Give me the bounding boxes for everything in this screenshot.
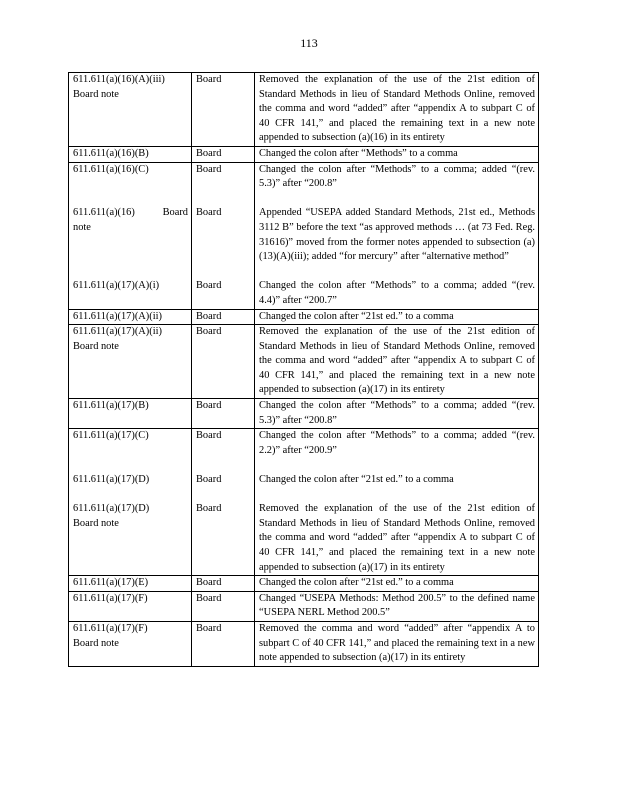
section-line (73, 206, 188, 221)
table-row (69, 399, 539, 429)
source-label: Board (196, 592, 222, 604)
source-cell (192, 399, 255, 429)
change-description: Changed the colon after “Methods” to a comma (259, 147, 458, 159)
change-description: Changed the colon after “21st ed.” to a comma (259, 474, 454, 486)
entry-spacer (259, 488, 535, 503)
section-id: 611.611(a)(17)(A)(ii) (73, 326, 162, 338)
entry-spacer (259, 192, 535, 207)
section-entry (73, 147, 188, 162)
section-id: 611.611(a)(17)(D) (73, 503, 150, 515)
source-label: Board (196, 400, 222, 412)
source-cell (192, 162, 255, 309)
section-id: 611.611(a)(16) (73, 207, 135, 219)
source-cell (192, 576, 255, 592)
entry-spacer (73, 265, 188, 280)
entry-spacer (196, 265, 251, 280)
section-cell (69, 73, 192, 147)
section-cell (69, 309, 192, 325)
source-label: Board (196, 622, 222, 634)
section-id: 611.611(a)(17)(F) (73, 622, 148, 634)
source-cell (192, 429, 255, 576)
source-label: Board (196, 280, 222, 292)
section-note-label: Board note (73, 517, 119, 529)
section-entry (73, 279, 188, 294)
section-cell (69, 621, 192, 666)
source-label: Board (196, 326, 222, 338)
section-cell (69, 591, 192, 621)
section-entry (73, 576, 188, 591)
change-description: Removed the comma and word “added” after “appendix A to subpart C of 40 CFR 141,” and placed the remaining text in a new note appended to subsection (a)(17) in its entirety (259, 622, 535, 664)
section-entry (73, 622, 188, 651)
table-row (69, 162, 539, 309)
section-entry (73, 163, 188, 192)
change-cell (255, 429, 539, 576)
source-label: Board (196, 207, 222, 219)
table-row (69, 429, 539, 576)
entry-spacer (196, 192, 251, 207)
entry-spacer (196, 488, 251, 503)
section-id: 611.611(a)(17)(E) (73, 577, 149, 589)
section-cell (69, 146, 192, 162)
source-cell (192, 621, 255, 666)
section-note-label: Board note (73, 88, 119, 100)
section-id: 611.611(a)(17)(C) (73, 430, 149, 442)
section-note-label: Board note (73, 637, 119, 649)
change-description: Changed the colon after “Methods” to a comma; added “(rev. 5.3)” after “200.8” (259, 163, 535, 190)
table-row (69, 325, 539, 399)
section-entry (73, 502, 188, 531)
change-description: Changed the colon after “21st ed.” to a comma (259, 577, 454, 589)
source-label: Board (196, 474, 222, 486)
change-cell (255, 591, 539, 621)
page-number: 113 (300, 36, 318, 50)
section-entry (73, 206, 188, 264)
section-note-label: Board note (73, 340, 119, 352)
source-cell (192, 73, 255, 147)
change-cell (255, 325, 539, 399)
section-id: 611.611(a)(17)(A)(i) (73, 280, 160, 292)
change-description: Removed the explanation of the use of the 21st edition of Standard Methods in lieu of Standard Methods Online, removed the comma and word “added” after “appendix A to subpart C of 40 CFR 141,” and placed the remaining text in a new note appended to subsection (a)(17) in its entirety (259, 503, 535, 573)
source-label: Board (196, 577, 222, 589)
section-entry (73, 429, 188, 458)
change-description: Removed the explanation of the use of the 21st edition of Standard Methods in lieu of Standard Methods Online, removed the comma and word “added” after “appendix A to subpart C of 40 CFR 141,” and placed the remaining text in a new note appended to subsection (a)(16) in its entirety (259, 74, 535, 144)
source-label: Board (196, 310, 222, 322)
source-cell (192, 591, 255, 621)
table-row (69, 73, 539, 147)
source-label: Board (196, 430, 222, 442)
change-cell (255, 73, 539, 147)
section-cell (69, 429, 192, 576)
entry-spacer (259, 458, 535, 473)
table-row (69, 591, 539, 621)
amendments-table-body (69, 73, 539, 667)
entry-spacer (73, 192, 188, 207)
section-entry (73, 592, 188, 607)
section-id: 611.611(a)(17)(B) (73, 400, 149, 412)
section-id: 611.611(a)(17)(D) (73, 474, 150, 486)
section-cell (69, 576, 192, 592)
section-note-label: note (73, 221, 91, 233)
section-entry (73, 473, 188, 488)
section-id: 611.611(a)(16)(C) (73, 163, 149, 175)
change-description: Changed the colon after “Methods” to a comma; added “(rev. 5.3)” after “200.8” (259, 400, 535, 426)
entry-spacer (196, 458, 251, 473)
section-cell (69, 325, 192, 399)
section-id: 611.611(a)(17)(A)(ii) (73, 310, 162, 322)
section-cell (69, 162, 192, 309)
change-description: Removed the explanation of the use of the 21st edition of Standard Methods in lieu of Standard Methods Online, removed the comma and word “added” after “appendix A to subpart C of 40 CFR 141,” and placed the remaining text in a new note appended to subsection (a)(17) in its entirety (259, 326, 535, 396)
change-description: Changed the colon after “21st ed.” to a comma (259, 310, 454, 322)
source-label: Board (196, 163, 222, 175)
change-cell (255, 621, 539, 666)
change-cell (255, 162, 539, 309)
source-cell (192, 325, 255, 399)
table-row (69, 309, 539, 325)
table-row (69, 146, 539, 162)
entry-spacer (73, 488, 188, 503)
change-cell (255, 576, 539, 592)
section-entry (73, 399, 188, 414)
table-row (69, 576, 539, 592)
change-description: Changed the colon after “Methods” to a comma; added “(rev. 4.4)” after “200.7” (259, 280, 535, 306)
section-entry (73, 73, 188, 102)
table-row (69, 621, 539, 666)
source-label: Board (196, 503, 222, 515)
section-cell (69, 399, 192, 429)
section-id: 611.611(a)(16)(B) (73, 147, 149, 159)
entry-spacer (73, 458, 188, 473)
change-cell (255, 399, 539, 429)
section-entry (73, 325, 188, 354)
section-id: 611.611(a)(17)(F) (73, 592, 148, 604)
section-entry (73, 310, 188, 325)
source-cell (192, 309, 255, 325)
change-cell (255, 146, 539, 162)
change-description: Changed the colon after “Methods” to a comma; added “(rev. 2.2)” after “200.9” (259, 430, 535, 456)
section-id-tail: Board (162, 207, 188, 219)
source-label: Board (196, 147, 222, 159)
change-description: Changed “USEPA Methods: Method 200.5” to the defined name “USEPA NERL Method 200.5” (259, 592, 535, 619)
source-label: Board (196, 74, 222, 85)
change-description: Appended “USEPA added Standard Methods, 21st ed., Methods 3112 B” before the text “as approved methods … (at 73 Fed. Reg. 31616)” moved from the former notes appended to subsection (a)(13)(A)(iii); added “for mercury” after “alternative method” (259, 207, 535, 263)
section-id: 611.611(a)(16)(A)(iii) (73, 74, 165, 85)
source-cell (192, 146, 255, 162)
entry-spacer (259, 265, 535, 280)
amendments-table (68, 72, 539, 667)
change-cell (255, 309, 539, 325)
